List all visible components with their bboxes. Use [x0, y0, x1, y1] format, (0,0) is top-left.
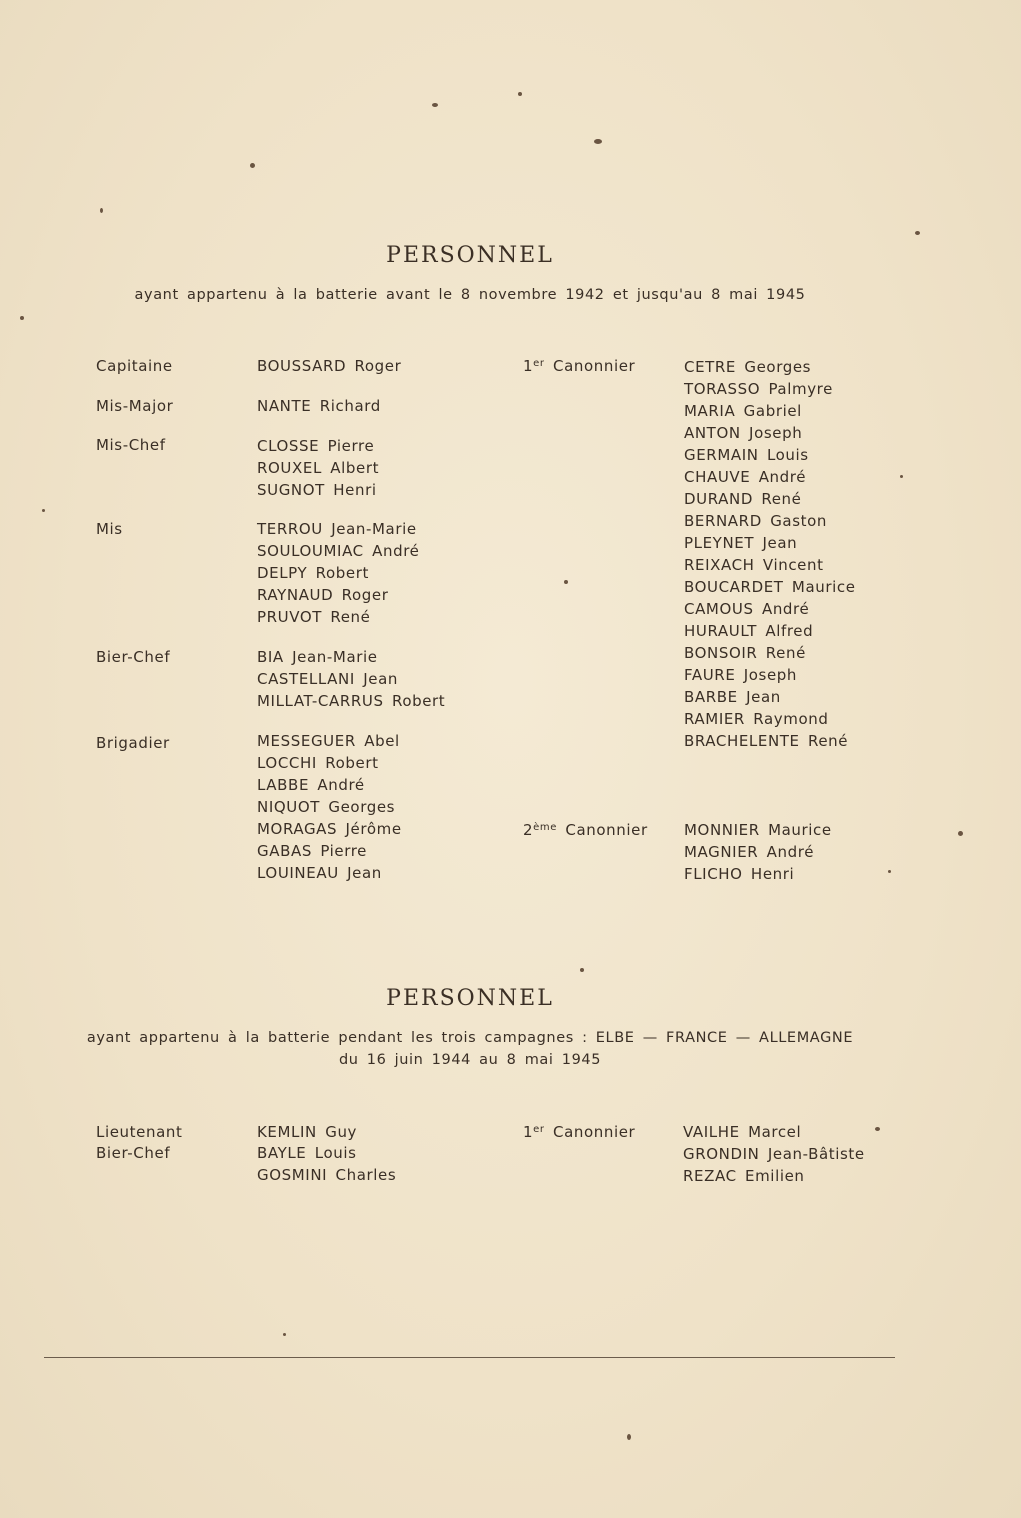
rank-1er-canonnier	[523, 355, 635, 377]
names-2eme-canonnier	[684, 819, 832, 885]
person-name: GERMAIN Louis	[684, 446, 809, 464]
names-mis-chef	[257, 435, 379, 501]
paper-speck	[518, 92, 522, 96]
person-name: BOUCARDET Maurice	[684, 578, 856, 596]
person-name: TERROU Jean-Marie	[257, 520, 417, 538]
rank-word: Canonnier	[553, 357, 636, 375]
person-name: SUGNOT Henri	[257, 481, 377, 499]
person-name: TORASSO Palmyre	[684, 380, 833, 398]
person-name: MORAGAS Jérôme	[257, 820, 402, 838]
person-name: MAGNIER André	[684, 843, 815, 861]
paper-speck	[888, 870, 891, 873]
paper-speck	[875, 1127, 880, 1131]
person-name: HURAULT Alfred	[684, 622, 814, 640]
person-name: LOUINEAU Jean	[257, 864, 382, 882]
person-name: BIA Jean-Marie	[257, 648, 378, 666]
person-name: RAYNAUD Roger	[257, 586, 389, 604]
paper-speck	[42, 509, 45, 512]
person-name: RAMIER Raymond	[684, 710, 829, 728]
person-name: VAILHE Marcel	[683, 1123, 802, 1141]
section2-subtitle-line2: du 16 juin 1944 au 8 mai 1945	[338, 1052, 602, 1068]
person-name: MARIA Gabriel	[684, 402, 802, 420]
paper-speck	[594, 139, 602, 144]
rank-suffix: er	[533, 1124, 545, 1135]
bottom-divider	[44, 1357, 895, 1358]
person-name: CHAUVE André	[684, 468, 807, 486]
person-name: CASTELLANI Jean	[257, 670, 398, 688]
paper-speck	[283, 1333, 286, 1336]
rank-lieutenant: Lieutenant	[96, 1123, 183, 1141]
paper-speck	[915, 231, 920, 235]
person-name: PLEYNET Jean	[684, 534, 798, 552]
rank-number: 1	[523, 1123, 534, 1141]
rank-number: 2	[523, 821, 534, 839]
person-name: NANTE Richard	[257, 397, 381, 415]
person-name: BARBE Jean	[684, 688, 781, 706]
person-name: BONSOIR René	[684, 644, 806, 662]
names-lieutenant	[257, 1121, 357, 1143]
person-name: MONNIER Maurice	[684, 821, 832, 839]
paper-speck	[20, 316, 24, 320]
names-capitaine	[257, 355, 401, 377]
names-mis-major	[257, 395, 381, 417]
names-brigadier	[257, 730, 402, 884]
person-name: CAMOUS André	[684, 600, 810, 618]
paper-speck	[250, 163, 255, 168]
person-name: REIXACH Vincent	[684, 556, 824, 574]
section1-subtitle: ayant appartenu à la batterie avant le 8 novembre 1942 et jusqu'au 8 mai 1945	[134, 287, 806, 303]
rank-number: 1	[523, 357, 534, 375]
rank-bier-chef: Bier-Chef	[96, 648, 171, 666]
person-name: BERNARD Gaston	[684, 512, 828, 530]
person-name: MESSEGUER Abel	[257, 732, 400, 750]
person-name: FLICHO Henri	[684, 865, 795, 883]
rank-capitaine: Capitaine	[96, 357, 173, 375]
person-name: BRACHELENTE René	[684, 732, 849, 750]
person-name: CLOSSE Pierre	[257, 437, 375, 455]
person-name: PRUVOT René	[257, 608, 371, 626]
person-name: ROUXEL Albert	[257, 459, 380, 477]
rank-bier-chef-2: Bier-Chef	[96, 1144, 171, 1162]
names-1er-canonnier	[684, 356, 856, 752]
person-name: DURAND René	[684, 490, 802, 508]
rank-word: Canonnier	[553, 1123, 636, 1141]
person-name: ANTON Joseph	[684, 424, 803, 442]
rank-mis-major: Mis-Major	[96, 397, 174, 415]
section1-title: PERSONNEL	[386, 243, 554, 268]
names-1er-canonnier-2	[683, 1121, 865, 1187]
person-name: FAURE Joseph	[684, 666, 798, 684]
paper-speck	[958, 831, 963, 836]
rank-2eme-canonnier	[523, 819, 648, 841]
person-name: DELPY Robert	[257, 564, 369, 582]
paper-speck	[627, 1434, 631, 1440]
names-bier-chef	[257, 646, 445, 712]
section2-title: PERSONNEL	[386, 986, 554, 1011]
names-mis	[257, 518, 419, 628]
person-name: MILLAT-CARRUS Robert	[257, 692, 446, 710]
rank-1er-canonnier-2	[523, 1121, 635, 1143]
person-name: GRONDIN Jean-Bâtiste	[683, 1145, 865, 1163]
rank-word: Canonnier	[565, 821, 648, 839]
rank-mis-chef: Mis-Chef	[96, 436, 166, 454]
person-name: BOUSSARD Roger	[257, 357, 402, 375]
person-name: LOCCHI Robert	[257, 754, 379, 772]
person-name: BAYLE Louis	[257, 1144, 357, 1162]
person-name: CETRE Georges	[684, 358, 812, 376]
paper-speck	[564, 580, 568, 584]
paper-speck	[580, 968, 584, 972]
rank-mis: Mis	[96, 520, 123, 538]
rank-brigadier: Brigadier	[96, 734, 170, 752]
section2-subtitle-line1: ayant appartenu à la batterie pendant les trois campagnes : ELBE — FRANCE — ALLEMAGNE	[86, 1030, 854, 1046]
names-bier-chef-2	[257, 1142, 396, 1186]
rank-suffix: ème	[533, 822, 558, 833]
person-name: GABAS Pierre	[257, 842, 368, 860]
person-name: NIQUOT Georges	[257, 798, 396, 816]
paper-speck	[432, 103, 438, 107]
paper-speck	[900, 475, 903, 478]
rank-suffix: er	[533, 358, 545, 369]
person-name: SOULOUMIAC André	[257, 542, 420, 560]
paper-speck	[100, 208, 103, 213]
person-name: LABBE André	[257, 776, 365, 794]
person-name: GOSMINI Charles	[257, 1166, 397, 1184]
person-name: REZAC Emilien	[683, 1167, 805, 1185]
person-name: KEMLIN Guy	[257, 1123, 358, 1141]
